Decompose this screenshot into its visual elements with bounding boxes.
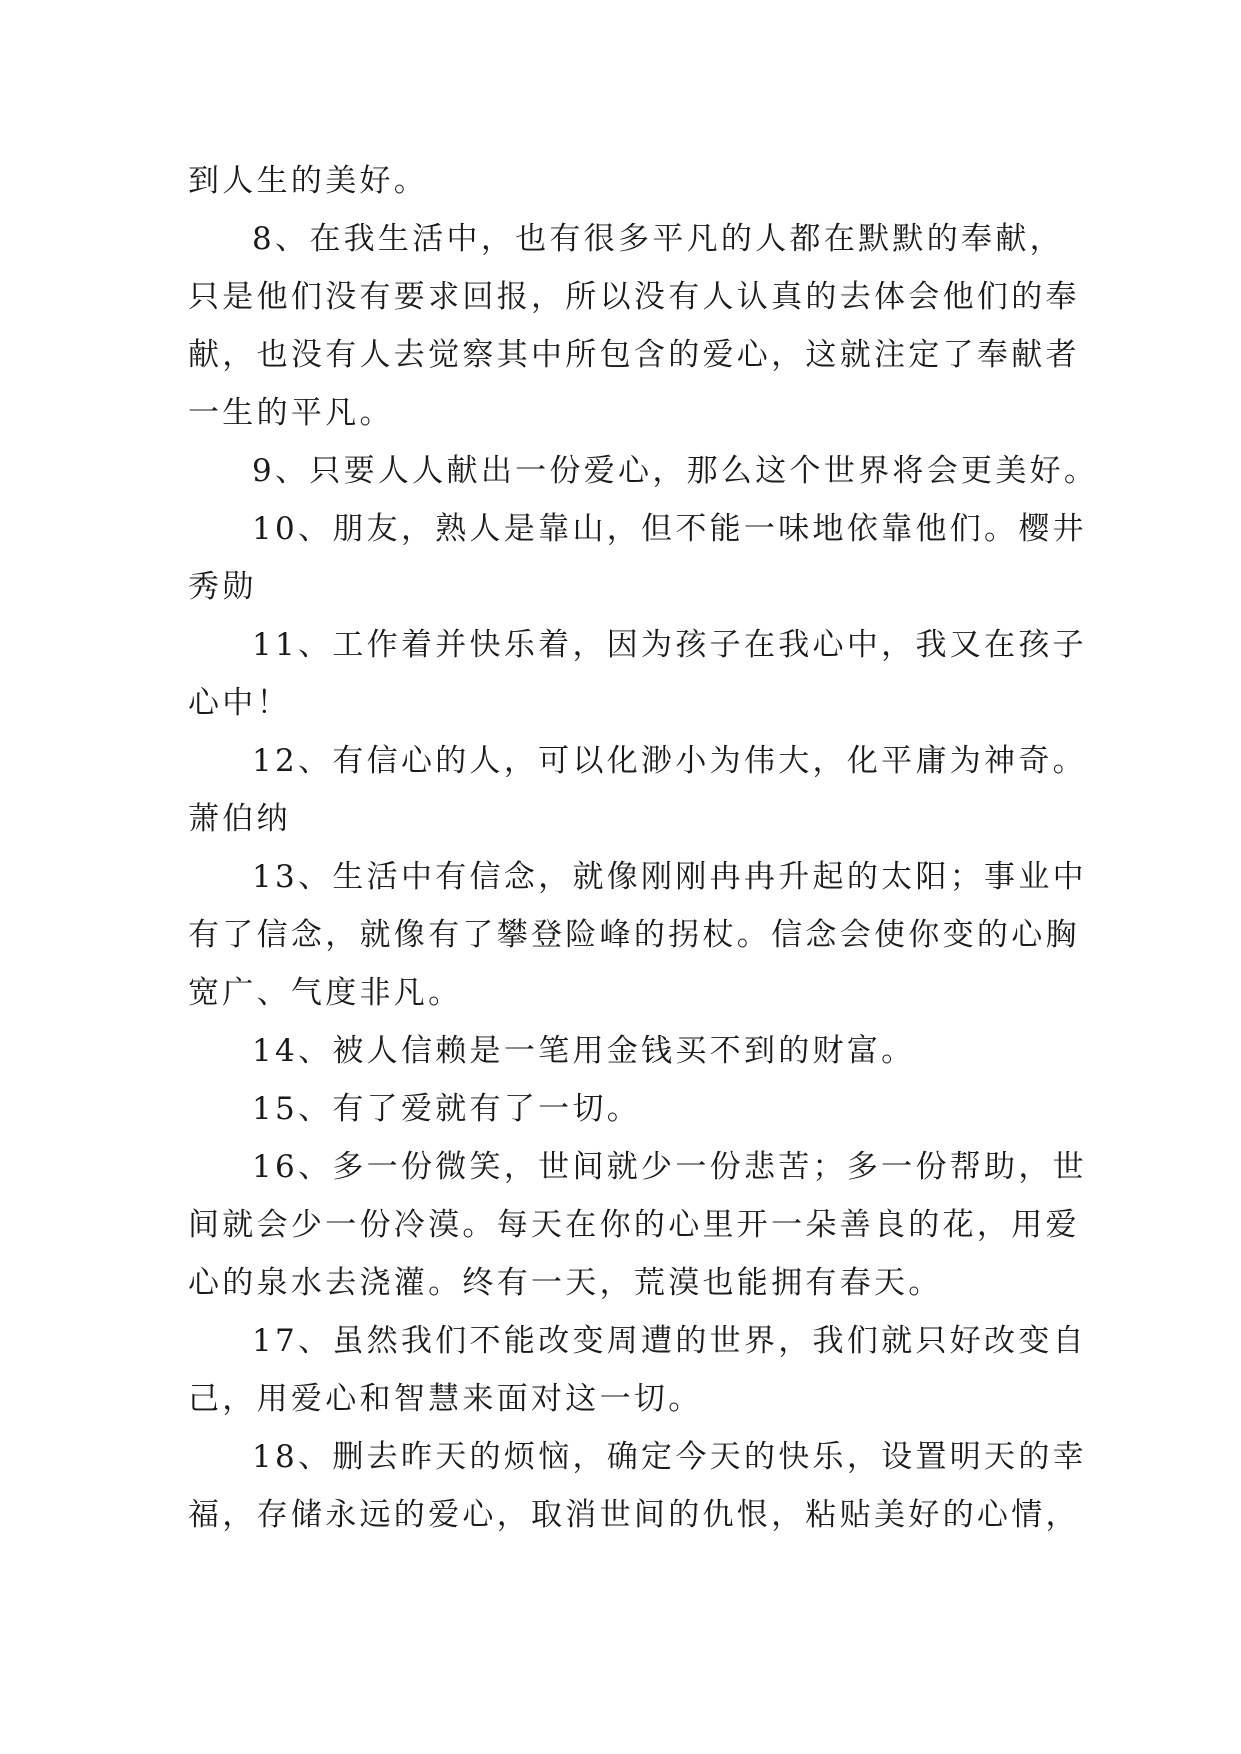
text-line: 心的泉水去浇灌。终有一天，荒漠也能拥有春天。 [188, 1265, 943, 1301]
text-line: 10、朋友，熟人是靠山，但不能一味地依靠他们。樱井 [252, 511, 1087, 547]
text-line: 16、多一份微笑，世间就少一份悲苦；多一份帮助，世 [252, 1149, 1087, 1185]
text-line: 12、有信心的人，可以化渺小为伟大，化平庸为神奇。 [252, 743, 1087, 779]
text-line: 只是他们没有要求回报，所以没有人认真的去体会他们的奉 [188, 279, 1080, 315]
text-line: 15、有了爱就有了一切。 [252, 1091, 642, 1127]
text-line: 17、虽然我们不能改变周遭的世界，我们就只好改变自 [252, 1323, 1087, 1359]
text-line: 福，存储永远的爱心，取消世间的仇恨，粘贴美好的心情， [188, 1497, 1080, 1533]
text-line: 11、工作着并快乐着，因为孩子在我心中，我又在孩子 [252, 627, 1087, 663]
text-line: 一生的平凡。 [188, 395, 394, 431]
text-line: 心中！ [188, 685, 291, 721]
text-line: 14、被人信赖是一笔用金钱买不到的财富。 [252, 1033, 916, 1069]
text-line: 己，用爱心和智慧来面对这一切。 [188, 1381, 703, 1417]
text-line: 到人生的美好。 [188, 163, 429, 199]
text-line: 萧伯纳 [188, 801, 291, 837]
text-line: 13、生活中有信念，就像刚刚冉冉升起的太阳；事业中 [252, 859, 1087, 895]
text-line: 18、删去昨天的烦恼，确定今天的快乐，设置明天的幸 [252, 1439, 1087, 1475]
text-line: 9、只要人人献出一份爱心，那么这个世界将会更美好。 [252, 453, 1099, 489]
text-block [188, 152, 1099, 1544]
text-line: 献，也没有人去觉察其中所包含的爱心，这就注定了奉献者 [188, 337, 1080, 373]
text-line: 有了信念，就像有了攀登险峰的拐杖。信念会使你变的心胸 [188, 917, 1080, 953]
text-line: 秀勋 [188, 569, 257, 605]
document-body [188, 152, 1099, 1544]
text-line: 间就会少一份冷漠。每天在你的心里开一朵善良的花，用爱 [188, 1207, 1080, 1243]
text-line: 8、在我生活中，也有很多平凡的人都在默默的奉献， [252, 221, 1064, 257]
text-line: 宽广、气度非凡。 [188, 975, 463, 1011]
